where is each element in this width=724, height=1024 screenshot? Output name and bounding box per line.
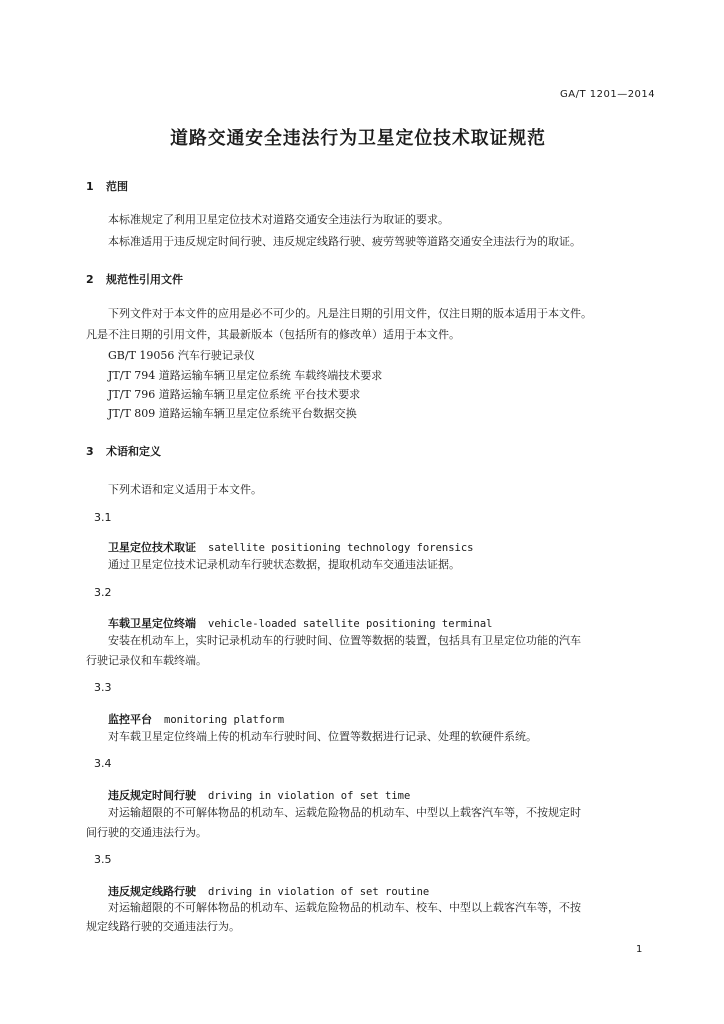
term-definition: 通过卫星定位技术记录机动车行驶状态数据，提取机动车交通违法证据。 [108, 558, 460, 571]
reference-item: JT/T 794 道路运输车辆卫星定位系统 车载终端技术要求 [108, 369, 383, 382]
section-3-heading [86, 443, 161, 459]
term-number: 3.5 [94, 853, 112, 866]
term-heading [108, 708, 284, 727]
term-heading [108, 536, 474, 555]
term-chinese: 违反规定时间行驶 [108, 789, 196, 802]
term-number: 3.1 [94, 511, 112, 524]
term-heading [108, 784, 410, 803]
term-chinese: 卫星定位技术取证 [108, 541, 196, 554]
term-chinese: 车载卫星定位终端 [108, 617, 196, 630]
section-1-paragraph-1: 本标准规定了利用卫星定位技术对道路交通安全违法行为取证的要求。 [108, 213, 449, 226]
reference-item: JT/T 796 道路运输车辆卫星定位系统 平台技术要求 [108, 388, 361, 401]
term-definition-continued: 间行驶的交通违法行为。 [86, 826, 207, 839]
section-2-number: 2 [86, 273, 94, 286]
term-definition: 安装在机动车上，实时记录机动车的行驶时间、位置等数据的装置，包括具有卫星定位功能的汽车 [108, 634, 581, 647]
section-1-heading [86, 178, 128, 194]
term-definition-continued: 规定线路行驶的交通违法行为。 [86, 920, 240, 933]
term-english: satellite positioning technology forensics [208, 542, 474, 554]
standard-code: GA/T 1201—2014 [560, 89, 656, 100]
term-english: vehicle-loaded satellite positioning terminal [208, 618, 493, 630]
term-english: driving in violation of set time [208, 790, 411, 802]
term-definition: 对运输超限的不可解体物品的机动车、运载危险物品的机动车、中型以上载客汽车等，不按规定时 [108, 806, 581, 819]
section-1-paragraph-2: 本标准适用于违反规定时间行驶、违反规定线路行驶、疲劳驾驶等道路交通安全违法行为的取证。 [108, 235, 581, 248]
section-3-intro: 下列术语和定义适用于本文件。 [108, 483, 262, 496]
section-3-title: 术语和定义 [106, 445, 161, 458]
term-chinese: 违反规定线路行驶 [108, 885, 196, 898]
section-3-number: 3 [86, 445, 94, 458]
reference-item: GB/T 19056 汽车行驶记录仪 [108, 349, 255, 362]
page-number: 1 [636, 944, 643, 955]
term-number: 3.3 [94, 681, 112, 694]
section-2-title: 规范性引用文件 [106, 273, 183, 286]
section-2-intro-line-2: 凡是不注日期的引用文件，其最新版本（包括所有的修改单）适用于本文件。 [86, 328, 460, 341]
term-definition: 对车载卫星定位终端上传的机动车行驶时间、位置等数据进行记录、处理的软硬件系统。 [108, 730, 537, 743]
section-1-number: 1 [86, 180, 94, 193]
term-definition: 对运输超限的不可解体物品的机动车、运载危险物品的机动车、校车、中型以上载客汽车等，不按 [108, 901, 581, 914]
term-english: monitoring platform [164, 714, 285, 726]
term-heading [108, 880, 429, 899]
term-heading [108, 612, 492, 631]
term-chinese: 监控平台 [108, 713, 152, 726]
reference-item: JT/T 809 道路运输车辆卫星定位系统平台数据交换 [108, 407, 357, 420]
section-2-intro-line-1: 下列文件对于本文件的应用是必不可少的。凡是注日期的引用文件，仅注日期的版本适用于本文件。 [108, 307, 592, 320]
term-definition-continued: 行驶记录仪和车载终端。 [86, 654, 207, 667]
section-2-heading [86, 271, 183, 287]
term-english: driving in violation of set routine [208, 886, 430, 898]
term-number: 3.2 [94, 586, 112, 599]
section-1-title: 范围 [106, 180, 128, 193]
document-title: 道路交通安全违法行为卫星定位技术取证规范 [170, 128, 546, 149]
term-number: 3.4 [94, 757, 112, 770]
